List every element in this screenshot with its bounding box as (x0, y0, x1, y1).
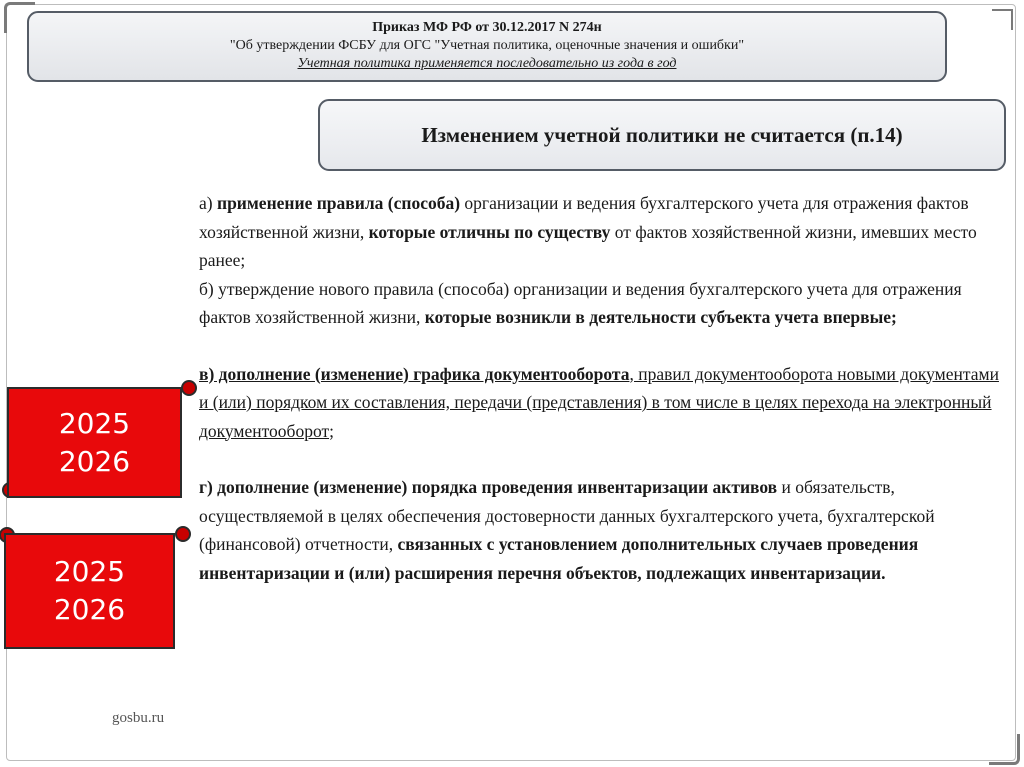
scroll-curl-icon (175, 526, 191, 542)
corner-decoration-top-right (990, 8, 1014, 32)
corner-decoration-bottom-right (989, 734, 1020, 765)
item-b: б) утверждение нового правила (способа) организации и ведения бухгалтерского учета для отражения фактов хозяйственной жизни, которые возникли в деятельности субъекта учета впервые; (199, 278, 962, 327)
year-badge (7, 387, 182, 498)
badge-year: 2025 (53, 555, 126, 588)
order-note: Учетная политика применяется последовательно из года в год (297, 56, 677, 71)
section-heading: Изменением учетной политики не считается (п.14) (421, 122, 903, 147)
badge-year: 2025 (58, 406, 131, 440)
scroll-curl-icon (181, 380, 197, 396)
order-title: Приказ МФ РФ от 30.12.2017 N 274н (372, 20, 602, 35)
content-body (199, 189, 1011, 587)
item-v: в) дополнение (изменение) графика документооборота, правил документооборота новыми документами и (или) порядком их составления, передачи (представления) в том числе в целях перехода на электронный документооборот; (199, 363, 999, 441)
year-badge (4, 533, 175, 649)
order-header-box (27, 11, 947, 82)
item-g: г) дополнение (изменение) порядка проведения инвентаризации активов и обязательств, осуществляемой в целях обеспечения достоверности данных бухгалтерского учета, бухгалтерской (финансовой) отчетности, связанных с установлением дополнительных случаев проведения инвентаризации и (или) расширения перечня объектов, подлежащих инвентаризации. (199, 477, 935, 583)
footer-source: gosbu.ru (112, 710, 165, 726)
item-a: а) применение правила (способа) организации и ведения бухгалтерского учета для отражения фактов хозяйственной жизни, которые отличны по существу от фактов хозяйственной жизни, имевших место ранее; (199, 193, 977, 270)
section-heading-box (318, 99, 1006, 171)
badge-year: 2026 (58, 444, 131, 478)
order-subtitle: "Об утверждении ФСБУ для ОГС "Учетная политика, оценочные значения и ошибки" (229, 38, 745, 53)
badge-year: 2026 (53, 593, 126, 626)
